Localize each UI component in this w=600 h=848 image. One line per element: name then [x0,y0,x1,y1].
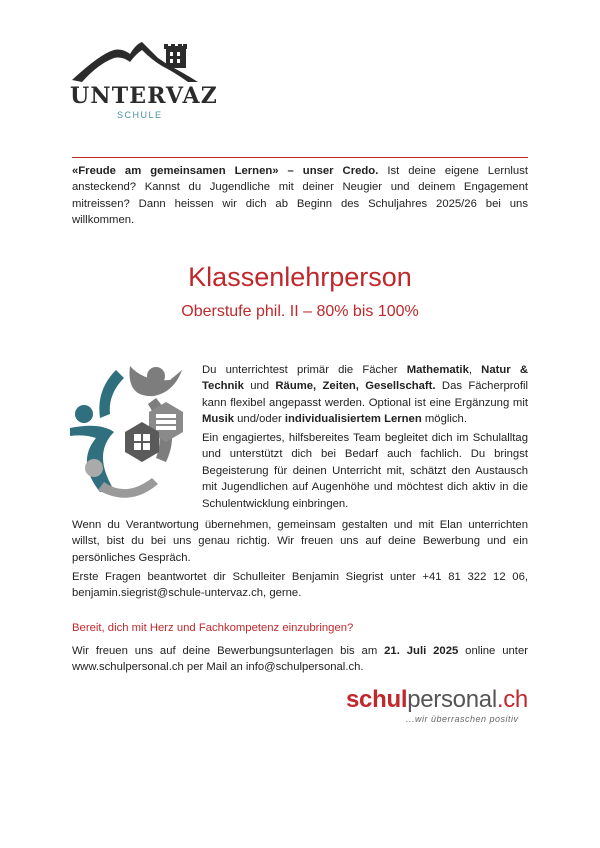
subjects-paragraph: Du unterrichtest primär die Fächer Mathematik, Natur & Technik und Räume, Zeiten, Gesellschaft. Das Fächerprofil kann flexibel angepasst werden. Optional ist eine Ergänzung mit Musik und/oder individualisiertem Lernen möglich. [202,364,528,426]
responsibility-paragraph: Wenn du Verantwortung übernehmen, gemeinsam gestalten und mit Elan unterrichten willst, bist du bei uns genau richtig. Wir freuen uns auf deine Bewerbung und ein persönliches Gespräch. [72,519,528,564]
brand-tagline: ...wir überraschen positiv [406,714,519,724]
job-subtitle: Oberstufe phil. II – 80% bis 100% [181,303,419,320]
header-divider [72,157,528,158]
schulpersonal-logo: schulpersonal.ch [346,686,528,713]
school-logo [70,40,200,84]
intro-paragraph: «Freude am gemeinsamen Lernen» – unser Credo. Ist deine eigene Lernlust ansteckend? Kannst du Jugendliche mit deiner Neugier und deinem Engagement mitreissen? Dann heissen wir dich ab Beginn des Schuljahres 2025/26 bei uns willkommen. [72,165,528,227]
school-subtitle: SCHULE [117,110,163,120]
job-title: Klassenlehrperson [188,262,412,292]
application-paragraph: Wir freuen uns auf deine Bewerbungsunterlagen bis am 21. Juli 2025 online unter www.schulpersonal.ch per Mail an info@schulpersonal.ch. [72,645,528,674]
school-name: UNTERVAZ [70,83,219,109]
contact-paragraph: Erste Fragen beantwortet dir Schulleiter Benjamin Siegrist unter +41 81 322 12 06, benjamin.siegrist@schule-untervaz.ch, gerne. [72,571,528,600]
team-illustration [70,358,188,504]
call-to-action: Bereit, dich mit Herz und Fachkompetenz einzubringen? [72,622,354,634]
team-paragraph: Ein engagiertes, hilfsbereites Team begleitet dich im Schulalltag und unterstützt dich bei Bedarf auch fachlich. Du bringst Begeisterung für deinen Unterricht mit, schätzt den Austausch mit Jugendlichen auf Augenhöhe und möchtest dich aktiv in die Schulentwicklung einbringen. [202,432,528,510]
